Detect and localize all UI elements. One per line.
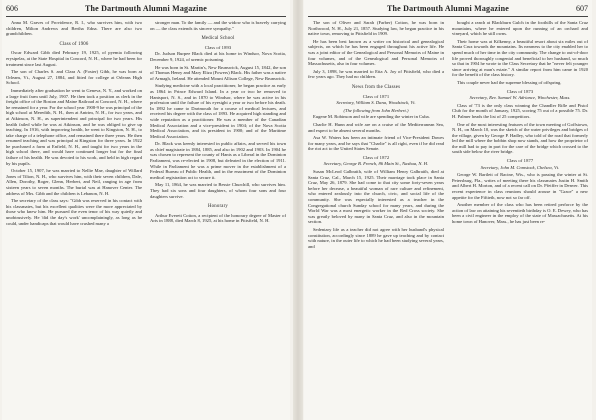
secretary-line: Secretary, Rev. Samuel W. Adriance, Winchester, Mass.	[469, 95, 571, 101]
class-heading: Class of 1877	[506, 158, 534, 164]
class-heading: Class of 1893	[204, 44, 232, 50]
page-number: 607	[576, 4, 588, 13]
paragraph: The son of Charles S. and Clara A. (Foster) Gibb, he was born at Orleans, Vt., August 27, 1884, and fitted for college at Orleans High School.	[6, 69, 142, 86]
paragraph: Another member of the class who has been retired perforce by the action of law on attaining his seventieth birthday is O. E. Dewey, who has been a civil engineer in the employ of the state of Massachusetts. At his home town of Hanover, Mass., he has just been re-	[452, 202, 588, 224]
paragraph: Their home was at Kilkenny, a beautiful resort about six miles out of Santa Cruz towards the mountains. Its nearness to the city enabled her to spend much of her time in the city community. The change to out-of-door life proved thoroughly congenial and beneficial to her husband, so much so that in 1904 he wrote to the Class Secretary that he "never felt younger since arriving at man's estate." A similar report from him came in 1920 for the benefit of the class history.	[452, 38, 588, 78]
paragraph: Eugene M. Robinson and wife are spending the winter in Cuba.	[313, 114, 430, 120]
paragraph: stronger man. To the family — and the widow who is bravely carrying on — the class extends its sincere sympathy."	[150, 20, 286, 31]
secretary-line: Secretary, William S. Dana, Woodstock, Vt.	[336, 100, 416, 106]
paragraph: Charlie H. Hunn and wife are on a cruise of the Mediterranean Sea, and expect to be absent several months.	[308, 121, 444, 133]
paragraph: Dr. Black was keenly interested in public affairs, and served his town as chief magistrate in 1884, 1885, and also in 1902 and 1903. In 1904 he was chosen to represent the county of Hants as a Liberal in the Dominion Parliament, was re-elected in 1908, but defeated in the election of 1911. While in Parliament he was a prime mover in the establishment of a Federal Bureau of Public Health, and in the enactment of the Dominion medical registration act to secure it.	[150, 141, 286, 180]
paragraph: Dr. Judson Burpee Black died at his home in Windsor, Nova Scotia, December 9, 1924, of uremic poisoning.	[150, 51, 286, 62]
class-heading: Class of 1873	[506, 88, 534, 94]
paragraph: Sedentary life as a teacher did not agree with her husband's physical constitution, accordingly since 1889 he gave up teaching and by contact with nature, in the outer life to which he had been studying several years, and	[308, 227, 444, 249]
right-page-columns	[308, 20, 588, 418]
section-heading: Class of 1906	[59, 41, 89, 47]
secretary-line: Secretary, John M. Comstock, Chelsea, Vt.	[480, 164, 560, 170]
paragraph: bought a ranch at Blackburn Gulch in the foothills of the Santa Cruz mountains, where he entered upon the running of an orchard and vineyard, which he still owns.	[452, 20, 588, 37]
paragraph: July 3, 1898, he was married to Etta A. Joy of Pittsfield, who died a few years ago. They had no children.	[308, 68, 444, 80]
class-heading: Class of 1871	[362, 93, 390, 99]
page-number: 606	[6, 4, 18, 13]
paragraph: This couple never had the supreme blessing of offspring.	[457, 79, 562, 85]
running-title: The Dartmouth Alumni Magazine	[84, 4, 208, 13]
right-column-2	[452, 20, 588, 418]
paragraph: He has been best known as a writer on historical and genealogical subjects, on which he has been engaged throughout his active life. He was a joint editor of the Genealogical and Personal Memoirs of Maine in four volumes, and of the Genealogical and Personal Memoirs of Massachusetts, also in four volumes.	[308, 38, 444, 67]
section-heading: Honorary	[208, 204, 228, 210]
secretary-line: Secretary, George B. French, 86 Main St., Nashua, N. H.	[323, 161, 429, 167]
right-page-header	[308, 4, 588, 16]
paragraph: Anna M. Graves of Providence, R. I., who survives him, with two children, Milton Andrews and Bertha Edna. There are also two grandchildren.	[6, 20, 142, 37]
gutter	[293, 0, 303, 420]
header-rule	[308, 16, 588, 17]
running-title: The Dartmouth Alumni Magazine	[386, 4, 510, 13]
left-column-1	[6, 20, 142, 418]
paragraph: May 11, 1864, he was married to Bessie Churchill, who survives him. They had six sons and four daughters, of whom four sons and four daughters survive.	[150, 182, 286, 199]
class-heading: Class of 1872	[362, 154, 390, 160]
paragraph: Asa W. Waters has been an intimate friend of Vice-President Dawes for many years, and he says that "Charlie" is all right, even if he did read the riot act to the United States Senate.	[308, 135, 444, 152]
left-page-header	[6, 4, 286, 16]
paragraph: October 15, 1907, he was married to Nellie Mae, daughter of Willard Jones of Tilton, N. H., who survives him, with their seven children, Dale, Allen, Dorothy, Roger, Glenn, Herbert, and Neil, ranging in age from sixteen years to seven months. The burial was at Hanover Center. The address of Mrs. Gibb and the children is Lebanon, N. H.	[6, 168, 142, 196]
paragraph: Class of '73 is the only class winning the Chandler Rifle and Pistol Club for the month of January, 1925, scoring 75 out of a possible 75. Dr. H. Palmer heads the list of 25 competitors.	[452, 102, 588, 119]
paragraph: One of the most interesting features of the town meeting of Goffstown, N. H., on March 10, was the sketch of the water privileges and bridges of the village, given by George P. Hadley, who told of the road that formerly led the mill where the bobbin shop now stands, and how the proprietor of the mill had to pay in part for the care of the bridge which crossed to the south side below the river bridge.	[452, 121, 588, 155]
right-column-1	[308, 20, 444, 418]
paragraph: Studying medicine with a local practitioner, he began practice as early as 1864 in Prince Edward Island. In a year or two he removed to Hantsport, N. S., and in 1870 to Windsor, where he was active in his profession until the failure of his eyesight a year or two before his death. In 1892 he came to Dartmouth for a course of medical lectures, and received his degree with the class of 1893. He acquired high standing and wide reputation as a practitioner. He was a member of the Canadian Medical Association and a vice-president in 1904; of the Nova Scotia Medical Association, and its president in 1900; and of the Maritime Medical Association.	[150, 83, 286, 139]
paragraph: He was born in St. Martin's, New Brunswick, August 15, 1842, the son of Thomas Henry and Mary Eliza (Fowers) Black. His father was a native of Armagh, Ireland. He attended Mount Allison College, New Brunswick.	[150, 64, 286, 81]
paragraph: The son of Oliver and Sarah (Farber) Cotton, he was born in Northwood, N. H., July 21, 1857. Studying law, he began practice in his native town, removing to Pittsfield in 1909.	[308, 20, 444, 37]
paragraph: Immediately after graduation he went to Geneva, N. Y., and worked on a large fruit farm until July, 1907. He then took a position as clerk in the freight office of the Boston and Maine Railroad at Concord, N. H., where he remained for a year. For the school year 1908-9 he was principal of the high school at Meredith, N. H., then at Antrim, N. H., for two years, and at Atkinson, N. H., as superintendent and principal for two years. His health failed while he was at Atkinson, and he was obliged to give up teaching. In 1916, with improving health, he went to Kingston, N. H., to take charge of a telephone office, and remained there three years. He then resumed teaching and was principal at Kingston for three years. In 1922 he purchased a farm at Enfield, N. H., and taught for two years in the high school there, and would have continued longer but for the final failure of his health. He was devoted to his work, and held in high regard by his pupils.	[6, 87, 142, 166]
section-heading: News from the Classes	[351, 84, 401, 90]
note-line: (The following from John Herbert.)	[343, 107, 409, 113]
left-page-columns	[6, 20, 286, 418]
left-column-2	[150, 20, 286, 418]
right-page	[304, 0, 592, 420]
section-heading: Medical School	[201, 36, 235, 42]
paragraph: George W. Bartlett of Racine, Wis., who is passing the winter at St. Petersburg, Fla., writes of meeting there his classmates Justin H. Smith and Albert H. Morton, and of a recent call on Dr. Pfeiffer in Denver. This recent experience in class reunions should arouse in "Grace" a new appetite for the Fiftieth, now not so far off.	[452, 172, 588, 200]
paragraph: Oscar Edward Gibb died February 19, 1925, of pyemia following erysipelas, at the State Hospital in Concord, N. H., where he had been for treatment since last August.	[6, 50, 142, 67]
paragraph: The secretary of the class says: "Gibb was reserved in his contact with his classmates, but his excellent qualities were the more appreciated by those who knew him. He pursued the even tenor of his way quietly and unobtrusively. He 'did the day's work' uncomplainingly, as long as he could, under handicaps that would have crushed many a	[6, 198, 142, 226]
paragraph: Susan McLeod Galbraith, wife of William Henry Galbraith, died at Santa Cruz, Cal., March 15, 1925. Their marriage took place in Santa Cruz, May 26, 1879. She had come to that city some forty-seven years before her decease, a beautiful woman of rare culture and refinement, who entered zealously into the church, civic, and social life of the community. She was especially interested as a teacher in the Congregational church Sunday school for many years, and during the World War was a most energetic worker in the Red Cross society. She was greatly beloved by many in Santa Cruz, and also in the mountain section.	[308, 169, 444, 225]
left-page	[2, 0, 290, 420]
paragraph: Arthur Everett Cotton, a recipient of the honorary degree of Master of Arts in 1888, died March 8, 1925, at his home in Pittsfield, N. H.	[150, 212, 286, 224]
header-rule	[6, 16, 286, 17]
